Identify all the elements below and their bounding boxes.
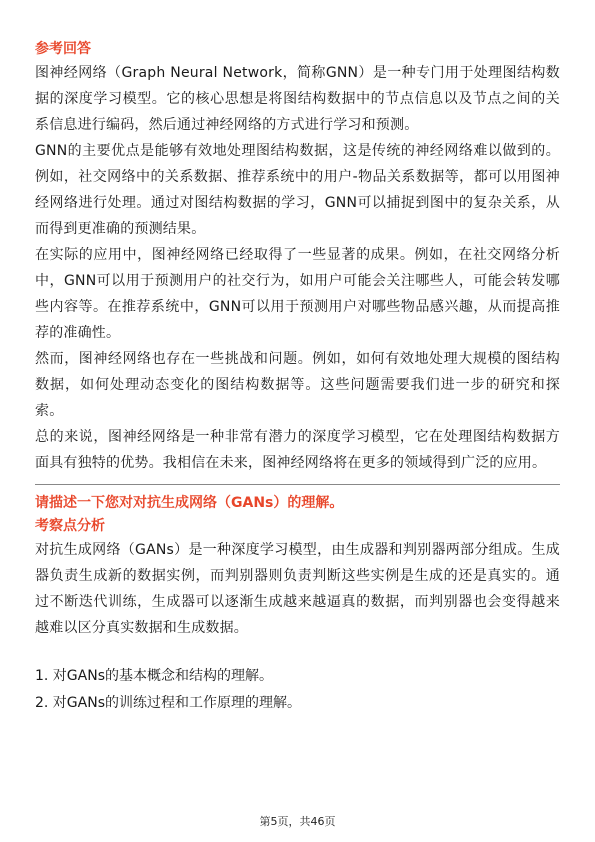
- question-title: 请描述一下您对对抗生成网络（GANs）的理解。: [35, 495, 344, 511]
- document-page: [35, 38, 560, 717]
- analysis-list-item-2: 2. 对GANs的训练过程和工作原理的理解。: [35, 695, 301, 711]
- answer-paragraph-1: 图神经网络（Graph Neural Network，简称GNN）是一种专门用于处理图结构数据的深度学习模型。它的核心思想是将图结构数据中的节点信息以及节点之间的关系信息进行编码，然后通过神经网络的方式进行学习和预测。: [35, 65, 560, 133]
- analysis-list-item-1: 1. 对GANs的基本概念和结构的理解。: [35, 668, 273, 684]
- page-footer: 第5页，共46页: [259, 815, 336, 828]
- answer-paragraph-2: GNN的主要优点是能够有效地处理图结构数据，这是传统的神经网络难以做到的。例如，社交网络中的关系数据、推荐系统中的用户-物品关系数据等，都可以用图神经网络进行处理。通过对图结构数据的学习，GNN可以捕捉到图中的复杂关系，从而得到更准确的预测结果。: [35, 143, 560, 237]
- analysis-paragraph: 对抗生成网络（GANs）是一种深度学习模型，由生成器和判别器两部分组成。生成器负责生成新的数据实例，而判别器则负责判断这些实例是生成的还是真实的。通过不断迭代训练，生成器可以逐渐生成越来越逼真的数据，而判别器也会变得越来越难以区分真实数据和生成数据。: [35, 542, 560, 636]
- answer-paragraph-4: 然而，图神经网络也存在一些挑战和问题。例如，如何有效地处理大规模的图结构数据，如何处理动态变化的图结构数据等。这些问题需要我们进一步的研究和探索。: [35, 351, 560, 419]
- blank-line: [35, 641, 560, 663]
- section-divider: [35, 484, 560, 485]
- answer-section-label: 参考回答: [35, 41, 91, 57]
- analysis-section-label: 考察点分析: [35, 518, 105, 534]
- answer-paragraph-5: 总的来说，图神经网络是一种非常有潜力的深度学习模型，它在处理图结构数据方面具有独特的优势。我相信在未来，图神经网络将在更多的领域得到广泛的应用。: [35, 429, 560, 471]
- answer-paragraph-3: 在实际的应用中，图神经网络已经取得了一些显著的成果。例如，在社交网络分析中，GNN可以用于预测用户的社交行为，如用户可能会关注哪些人，可能会转发哪些内容等。在推荐系统中，GNN可以用于预测用户对哪些物品感兴趣，从而提高推荐的准确性。: [35, 247, 560, 341]
